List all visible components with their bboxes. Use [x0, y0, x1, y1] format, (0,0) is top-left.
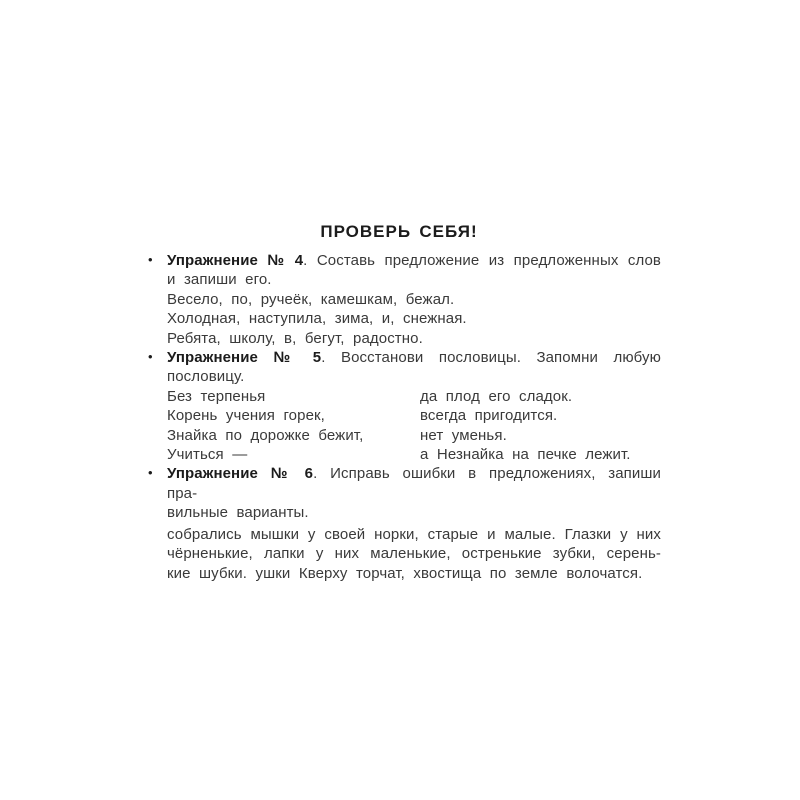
- exercise-5-instruction-rest: . Восстанови пословицы. Запомни любую пословицу.: [167, 349, 661, 386]
- proverb-left: Без терпенья: [167, 387, 266, 405]
- exercise-4-label: Упражнение № 4: [167, 252, 304, 269]
- exercise-4-word-row: Ребята, школу, в, бегут, радостно.: [167, 329, 423, 347]
- page-content: [148, 222, 662, 583]
- exercise-6-instruction-line-1: [167, 464, 661, 503]
- exercise-4-instruction-rest: . Составь предложение из предложенных слов: [303, 252, 662, 269]
- proverb-right: а Незнайка на печке лежит.: [420, 446, 631, 464]
- bullet-icon: •: [148, 349, 153, 365]
- proverb-row: [167, 445, 661, 464]
- exercise-6-body-line: собрались мышки у своей норки, старые и малые. Глазки у них: [167, 525, 661, 543]
- exercise-6-body-line: чёрненькие, лапки у них маленькие, остренькие зубки, серень-: [167, 545, 661, 563]
- proverb-right: всегда пригодится.: [420, 407, 558, 425]
- exercise-5-label: Упражнение № 5: [167, 349, 322, 367]
- exercise-6-body: [167, 525, 661, 583]
- exercise-6-instruction-line-2: вильные варианты.: [167, 504, 309, 522]
- exercise-6-label: Упражнение № 6: [167, 465, 314, 483]
- exercise-4-instruction-line-1: [167, 251, 661, 270]
- page-title: ПРОВЕРЬ СЕБЯ!: [320, 222, 478, 241]
- exercise-6-instruction-rest: . Исправь ошибки в предложениях, запиши пра-: [167, 465, 661, 502]
- exercise-6-body-line: кие шубки. ушки Кверху торчат, хвостища по земле волочатся.: [167, 564, 643, 582]
- proverb-row: [167, 426, 661, 445]
- exercise-4-word-row: Холодная, наступила, зима, и, снежная.: [167, 310, 467, 328]
- exercise-4: [148, 251, 662, 348]
- proverb-row: [167, 387, 661, 406]
- bullet-icon: •: [148, 252, 153, 267]
- exercise-6: [148, 464, 661, 582]
- exercise-4-instruction-line-2: и запиши его.: [167, 271, 272, 289]
- bullet-icon: •: [148, 465, 153, 481]
- exercise-5-instruction: [167, 348, 661, 387]
- proverb-right: да плод его сладок.: [420, 387, 573, 405]
- proverb-left: Корень учения горек,: [167, 407, 325, 425]
- proverb-left: Учиться —: [167, 446, 248, 464]
- exercise-4-word-row: Весело, по, ручеёк, камешкам, бежал.: [167, 290, 455, 308]
- exercise-5: [148, 348, 661, 464]
- proverb-row: [167, 406, 661, 425]
- proverb-right: нет уменья.: [420, 426, 507, 444]
- proverb-left: Знайка по дорожке бежит,: [167, 426, 364, 444]
